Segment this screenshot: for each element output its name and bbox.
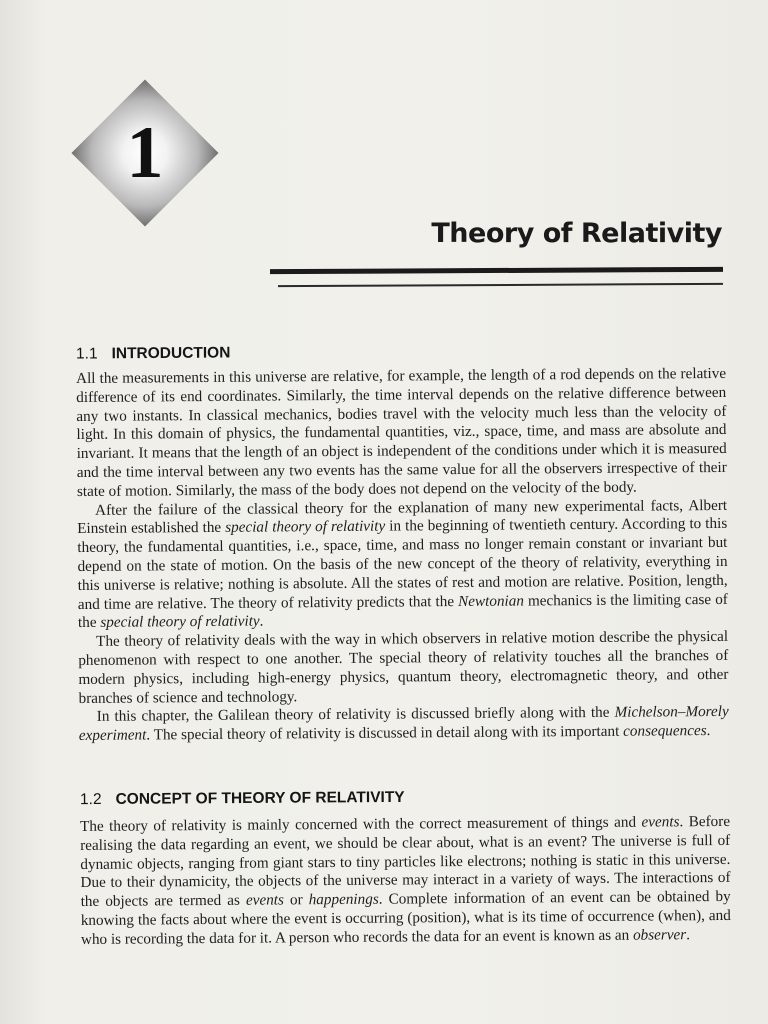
- section-1-2-body: [80, 813, 731, 950]
- chapter-number: 1: [126, 112, 164, 194]
- chapter-badge: [72, 80, 218, 230]
- section-1-1-body: [76, 365, 729, 746]
- section-heading-1-1: [76, 344, 231, 363]
- paragraph: After the failure of the classical theory for the explanation of many new experimental facts, Albert Einstein established the special theory of relativity in the beginning of twentieth century. According to this theory, the fundamental quantities, i.e., space, time, and mass no longer remain constant or invariant but depend on the state of motion. On the basis of the new concept of the theory of relativity, everything in this universe is relative; nothing is absolute. All the states of rest and motion are relative. Position, length, and time are relative. The theory of relativity predicts that the Newtonian mechanics is the limiting case of the special theory of relativity.: [77, 496, 728, 632]
- paragraph: The theory of relativity is mainly concerned with the correct measurement of things and events. Before realising the data regarding an event, we should be clear about, what is an event? The universe is full of dynamic objects, ranging from giant stars to tiny particles like electrons; nothing is static in this universe. Due to their dynamicity, the objects of the universe may interact in a variety of ways. The interactions of the objects are termed as events or happenings. Complete information of an event can be obtained by knowing the facts about where the event is occurring (position), what is its time of occurrence (when), and who is recording the data for it. A person who records the data for an event is known as an observer.: [80, 812, 731, 948]
- title-rule-thick: [270, 267, 723, 274]
- paragraph: The theory of relativity deals with the way in which observers in relative motion describe the physical phenomenon with respect to one another. The special theory of relativity touches all the branches of modern physics, including high-energy physics, quantum theory, electromagnetic theory, and other branches of science and technology.: [78, 628, 729, 707]
- paragraph: All the measurements in this universe are relative, for example, the length of a rod depends on the relative difference of its end coordinates. Similarly, the time interval depends on the relative difference between any two instants. In classical mechanics, bodies travel with the velocity much less than the velocity of light. In this domain of physics, the fundamental quantities, viz., space, time, and mass are absolute and invariant. It means that the length of an object is independent of the conditions under which it is measured and the time interval between any two events has the same value for all the observers irrespective of their state of motion. Similarly, the mass of the body does not depend on the velocity of the body.: [76, 364, 727, 500]
- section-heading-1-2: [80, 789, 405, 809]
- section-number: 1.2: [79, 790, 102, 809]
- title-rule-thin: [278, 283, 723, 287]
- paragraph: In this chapter, the Galilean theory of relativity is discussed briefly along with the Michelson–Morely experiment. The special theory of relativity is discussed in detail along with its important consequences.: [78, 703, 729, 745]
- chapter-title: Theory of Relativity: [431, 218, 722, 249]
- section-title: INTRODUCTION: [111, 344, 231, 363]
- section-title: CONCEPT OF THEORY OF RELATIVITY: [115, 788, 405, 808]
- section-number: 1.1: [75, 345, 98, 363]
